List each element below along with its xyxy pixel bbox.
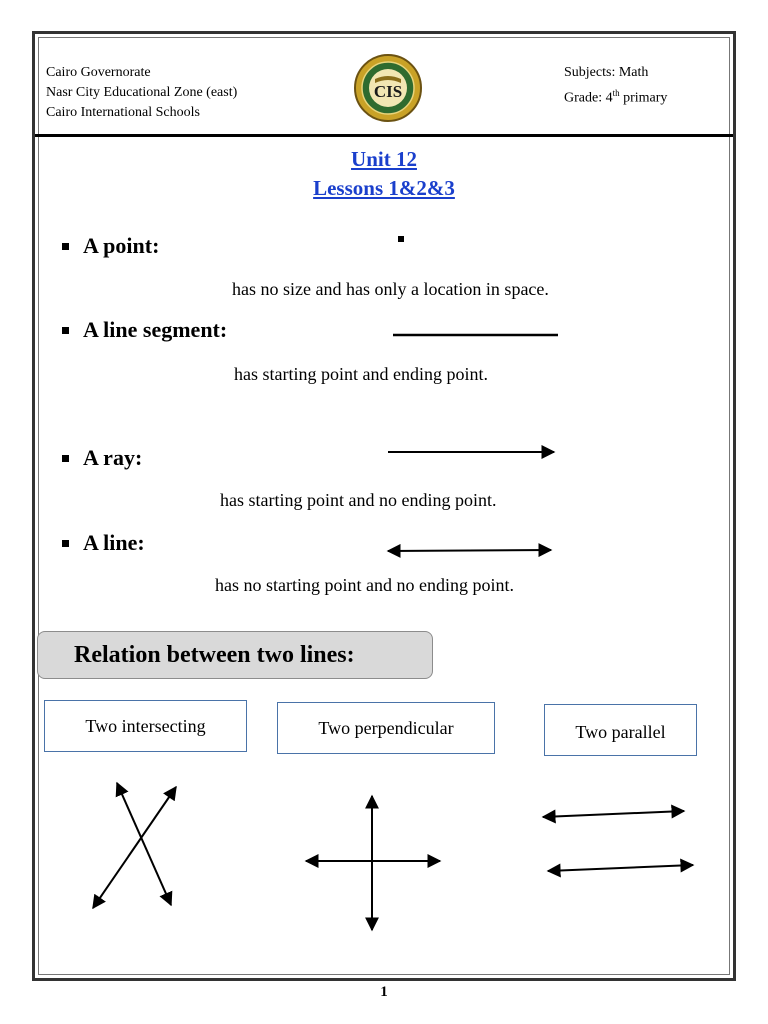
grade-sup: th (612, 88, 620, 98)
subjects-text: Subjects: Math (564, 65, 649, 80)
label-parallel-text: Two parallel (575, 722, 666, 742)
zone-text: Nasr City Educational Zone (east) (46, 85, 238, 100)
desc-line-segment: has starting point and ending point. (234, 364, 488, 384)
unit-title[interactable]: Unit 12 (351, 147, 417, 171)
term-line: A line: (83, 530, 145, 555)
desc-line: has no starting point and no ending point. (215, 575, 514, 595)
term-point: A point: (83, 233, 160, 258)
parallel-line-2 (548, 865, 693, 871)
grade-suffix: primary (619, 90, 668, 106)
intersecting-line-1 (117, 783, 171, 905)
desc-ray: has starting point and no ending point. (220, 490, 497, 510)
point-mark (398, 236, 404, 242)
relation-heading: Relation between two lines: (74, 642, 355, 668)
grade-prefix: Grade: 4 (564, 90, 613, 106)
label-perpendicular-text: Two perpendicular (318, 718, 454, 738)
logo-text: CIS (373, 82, 403, 101)
page-number: 1 (380, 984, 388, 1000)
lessons-title[interactable]: Lessons 1&2&3 (313, 176, 455, 200)
parallel-line-1 (543, 811, 684, 817)
governorate-text: Cairo Governorate (46, 65, 151, 80)
term-ray: A ray: (83, 445, 143, 470)
line-mark (388, 550, 551, 551)
school-name-text: Cairo International Schools (46, 105, 200, 120)
desc-point: has no size and has only a location in space. (232, 279, 549, 299)
term-line-segment: A line segment: (83, 317, 228, 342)
label-intersecting-text: Two intersecting (85, 716, 206, 736)
